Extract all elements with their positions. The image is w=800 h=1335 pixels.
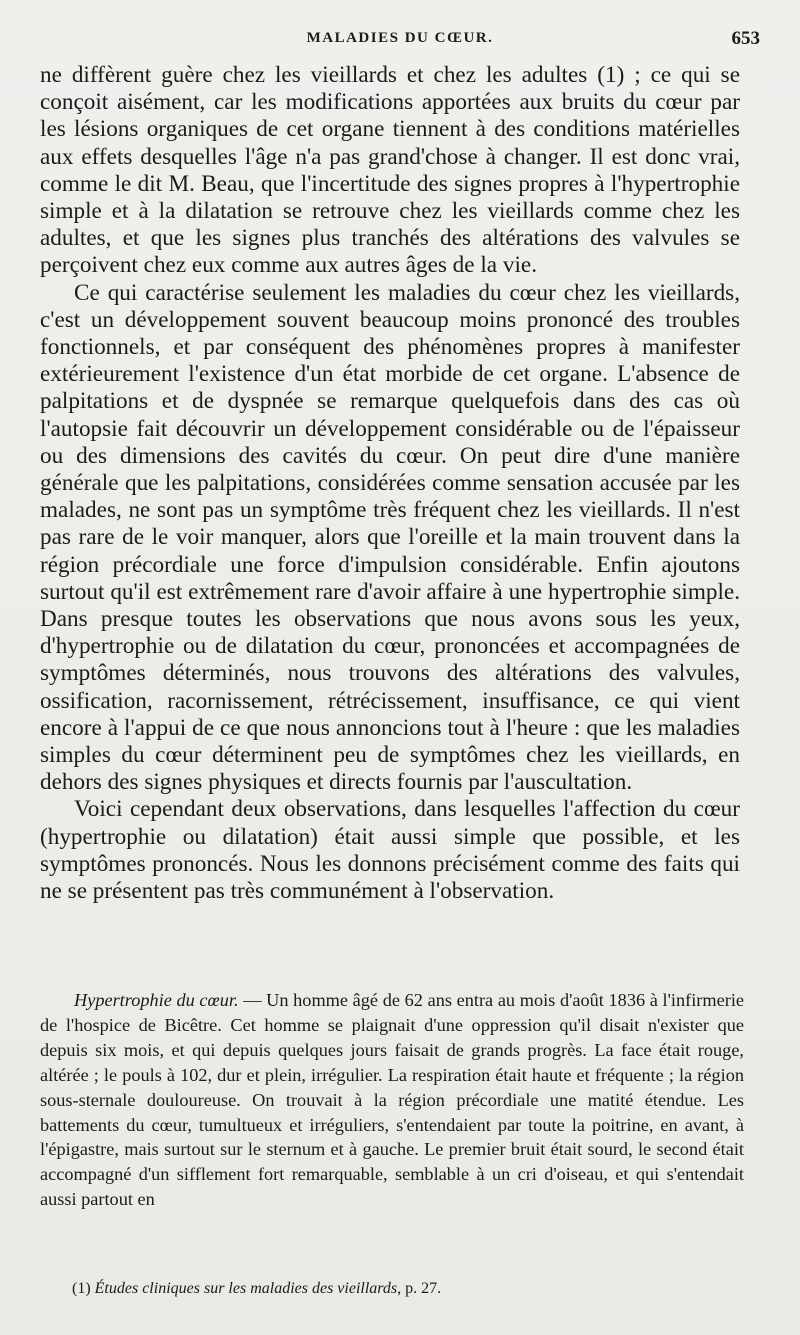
page-number: 653: [731, 28, 760, 49]
footnote-title: Études cliniques sur les maladies des vieillards: [94, 1280, 398, 1297]
running-head: MALADIES DU CŒUR.: [306, 30, 494, 46]
case-body: — Un homme âgé de 62 ans entra au mois d'août 1836 à l'infirmerie de l'hospice de Bicêtre. Cet homme se plaignait d'une oppression qu'il disait n'exister que depuis six mois, et qui depuis quelques jours faisait de grands progrès. La face était rouge, altérée ; le pouls à 102, dur et plein, irrégulier. La respiration était haute et fréquente ; la région sous-sternale douloureuse. On trouvait à la région précordiale une matité étendue. Les battements du cœur, tumultueux et irréguliers, s'entendaient par toute la poitrine, en avant, à l'épigastre, mais surtout sur le sternum et à gauche. Le premier bruit était sourd, le second était accompagné d'un sifflement fort remarquable, semblable à un cri d'oiseau, et qui s'entendait aussi partout en: [40, 990, 745, 1210]
paragraph-observations-intro: Voici cependant deux observations, dans lesquelles l'affection du cœur (hypertrophie ou dilatation) était aussi simple que possible, et les symptômes prononcés. Nous les donnons précisément comme des faits qui ne se présentent pas très communément à l'observation.: [40, 796, 740, 905]
case-paragraph: [40, 988, 744, 1212]
paragraph-characteristics: Ce qui caractérise seulement les maladies du cœur chez les vieillards, c'est un développement souvent beaucoup moins prononcé des troubles fonctionnels, et par conséquent des phénomènes propres à manifester extérieurement l'existence d'un état morbide de cet organe. L'absence de palpitations et de dyspnée se remarque quelquefois dans des cas où l'autopsie fait découvrir un développement considérable ou de l'épaisseur ou des dimensions des cavités du cœur. On peut dire d'une manière générale que les palpitations, considérées comme sensation accusée par les malades, ne sont pas un symptôme très fréquent chez les vieillards. Il n'est pas rare de le voir manquer, alors que l'oreille et la main trouvent dans la région précordiale une force d'impulsion considérable. Enfin ajoutons surtout qu'il est extrêmement rare d'avoir affaire à une hypertrophie simple. Dans presque toutes les observations que nous avons sous les yeux, d'hypertrophie ou de dilatation du cœur, prononcées et accompagnées de symptômes déterminés, nous trouvons des altérations des valvules, ossification, racornissement, rétrécissement, insuffisance, ce qui vient encore à l'appui de ce que nous annoncions tout à l'heure : que les maladies simples du cœur déterminent peu de symptômes chez les vieillards, en dehors des signes physiques et directs fournis par l'auscultation.: [40, 279, 740, 796]
main-text: [40, 62, 740, 905]
case-observation: [40, 988, 744, 1212]
footnote-marker: (1): [72, 1280, 91, 1297]
page-header: [40, 30, 760, 56]
footnote: [72, 1278, 752, 1300]
case-title: Hypertrophie du cœur.: [74, 990, 239, 1010]
footnote-ref: , p. 27.: [397, 1280, 442, 1297]
paragraph-continued: ne diffèrent guère chez les vieillards et chez les adultes (1) ; ce qui se conçoit aisément, car les modifications apportées aux bruits du cœur par les lésions organiques de cet organe tiennent à des conditions matérielles aux effets desquelles l'âge n'a pas grand'chose à changer. Il est donc vrai, comme le dit M. Beau, que l'incertitude des signes propres à l'hypertrophie simple et à la dilatation se retrouve chez les vieillards comme chez les adultes, et que les signes plus tranchés des altérations des valvules se perçoivent chez eux comme aux autres âges de la vie.: [40, 62, 740, 279]
